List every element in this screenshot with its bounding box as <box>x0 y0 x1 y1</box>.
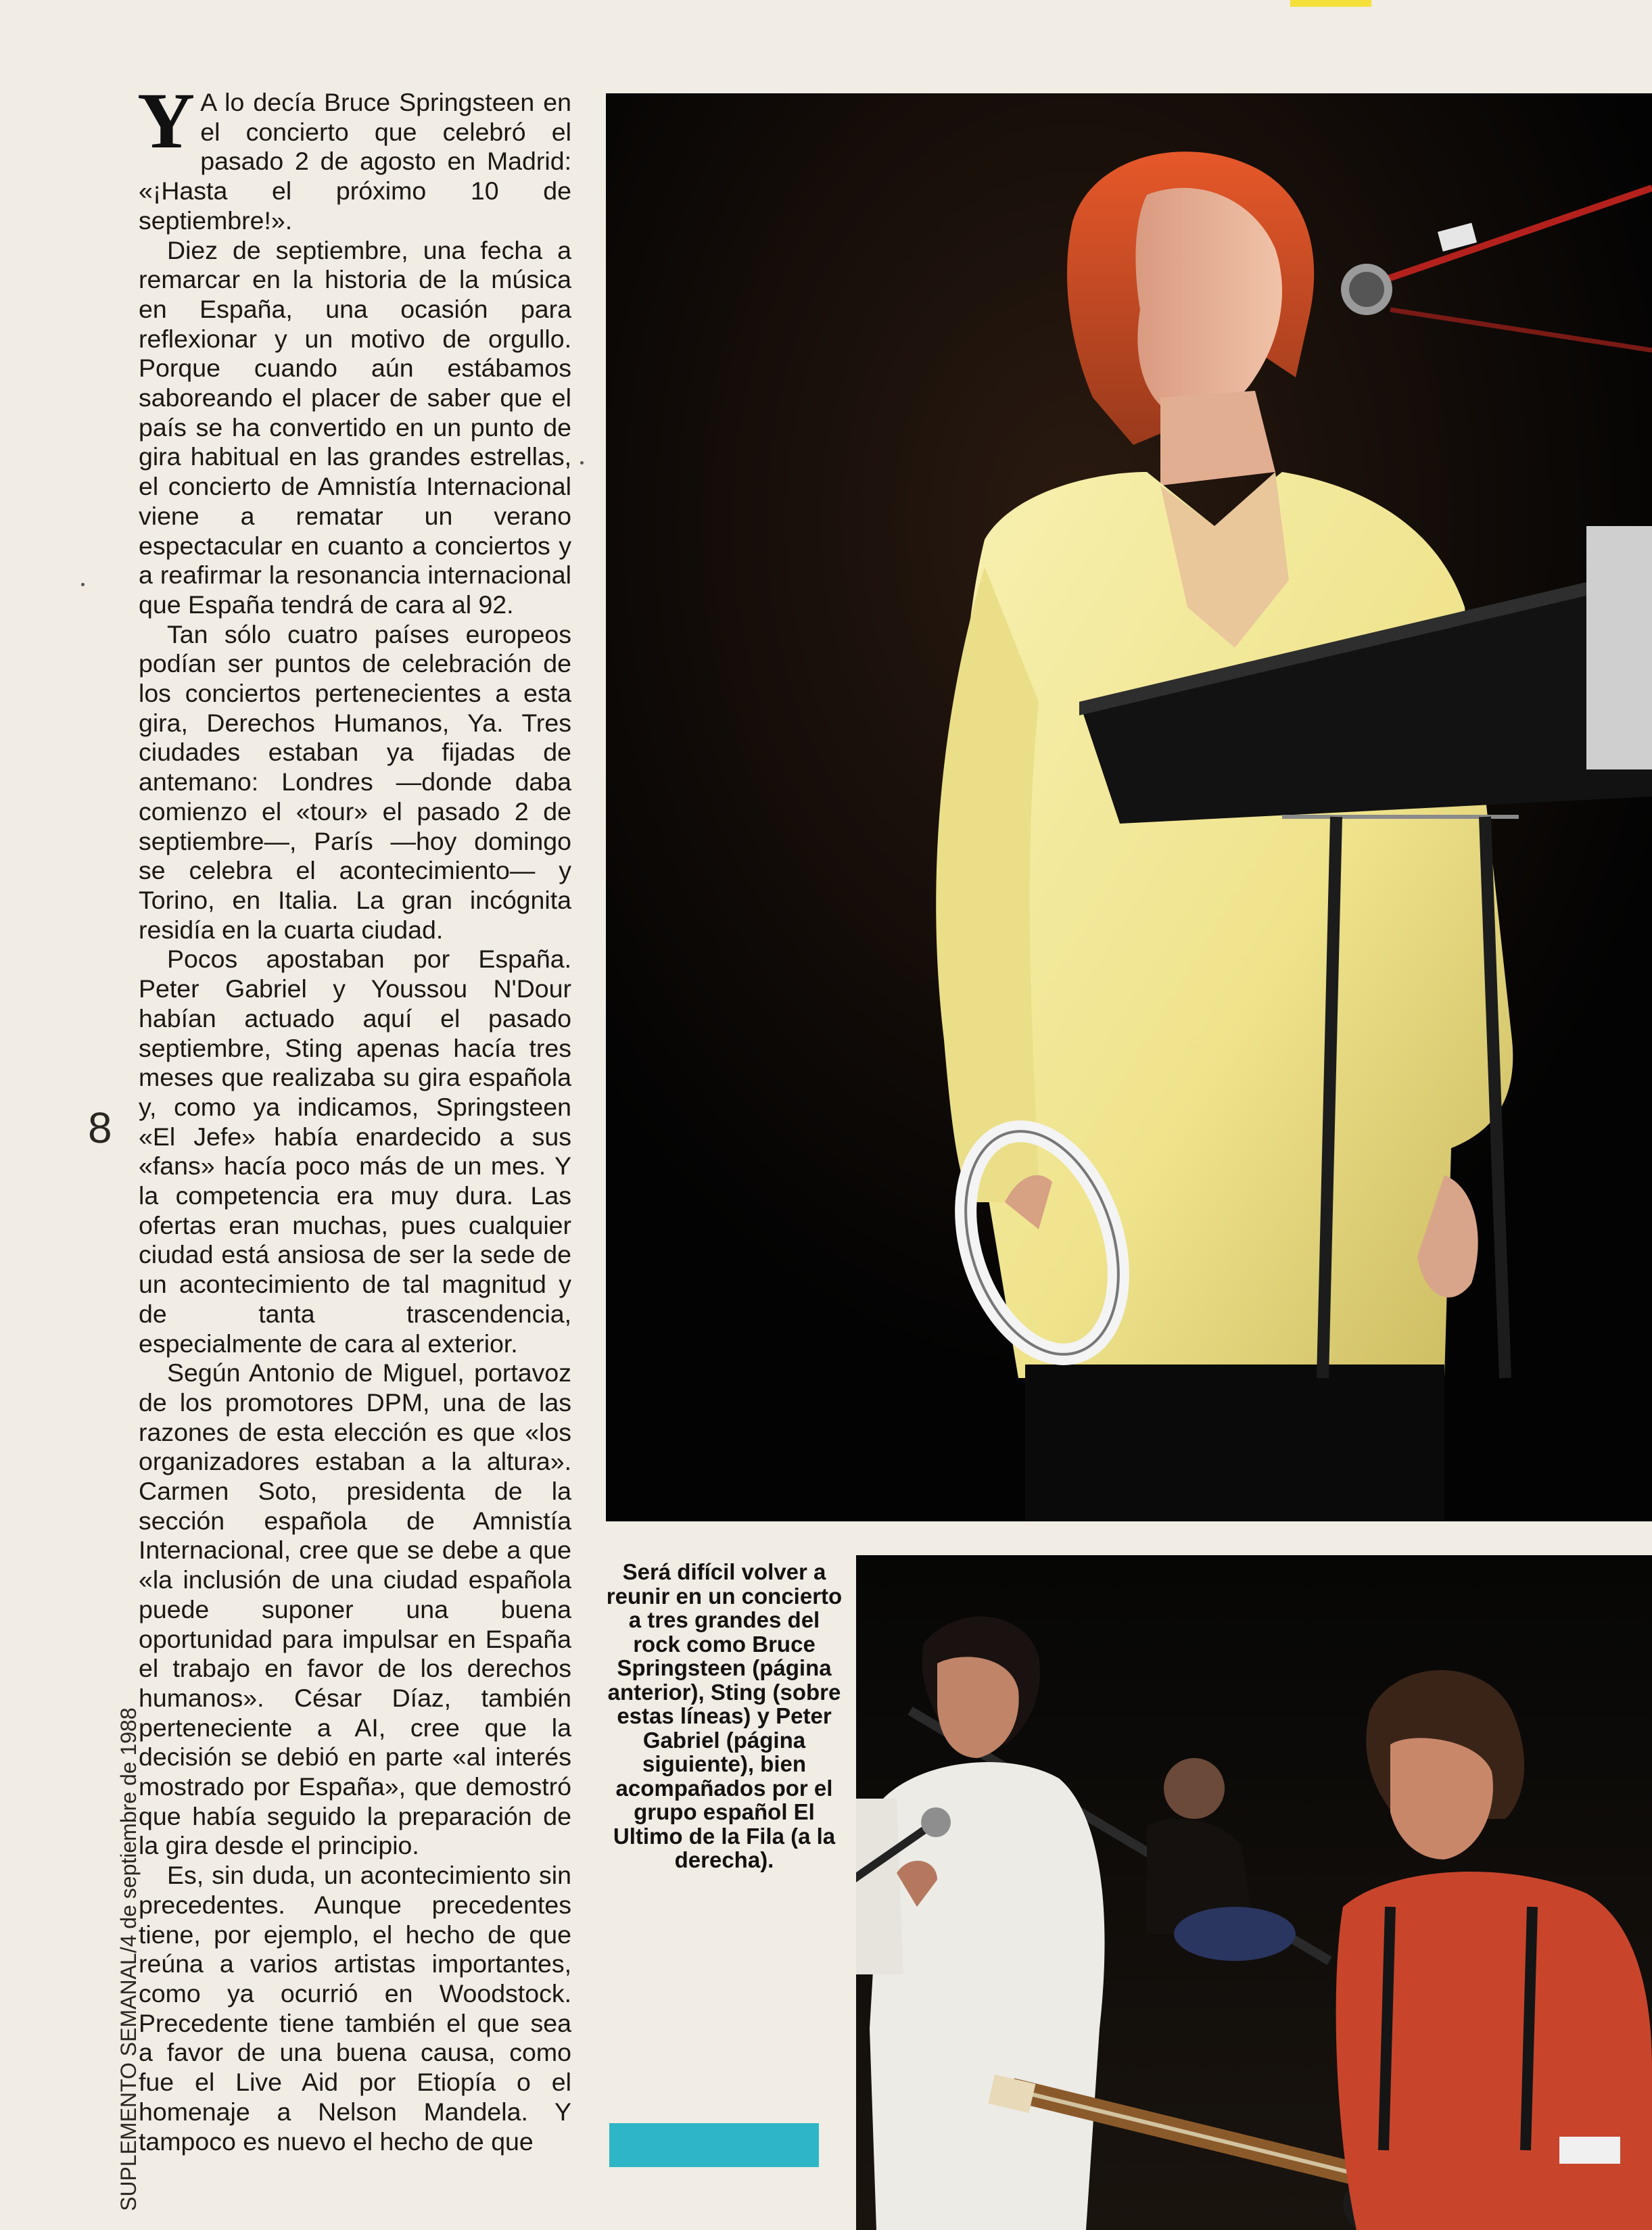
yellow-corner-tab <box>1290 0 1371 7</box>
print-dot <box>580 461 584 465</box>
photo-caption: Será difícil volver a reunir en un concierto a tres grandes del rock como Bruce Springsteen (página anterior), Sting (sobre estas líneas) y Peter Gabriel (página siguiente), bien acompañados por el grupo español El Ultimo de la Fila (a la derecha). <box>606 1559 843 1872</box>
article-paragraph: Pocos apostaban por España. Peter Gabriel y Youssou N'Dour habían actuado aquí el pasado septiembre, Sting apenas hacía tres meses que realizaba su gira española y, como ya indicamos, Springsteen «El Jefe» había enardecido a sus «fans» hacía poco más de un mes. Y la competencia era muy dura. Las ofertas eran muchas, pues cualquier ciudad está ansiosa de ser la sede de un acontecimiento de tal magnitud y de tanta trascendencia, especialmente de cara al exterior. <box>139 945 571 1358</box>
page-number: 8 <box>88 1104 112 1152</box>
caption-accent-bar <box>609 2123 819 2167</box>
print-dot <box>81 583 85 586</box>
photo-sting-concert <box>606 93 1652 1521</box>
article-paragraph: Es, sin duda, un acontecimiento sin precedentes. Aunque precedentes tiene, por ejemplo, el hecho de que reúna a varios artistas importantes, como ya ocurrió en Woodstock. Precedente tiene también el que sea a favor de una buena causa, como fue el Live Aid por Etiopía o el homenaje a Nelson Mandela. Y tampoco es nuevo el hecho de que <box>139 1861 571 2156</box>
drop-cap: Y <box>137 76 195 165</box>
photo-el-ultimo-de-la-fila <box>856 1555 1652 2230</box>
page-footer: SUPLEMENTO SEMANAL/4 de septiembre de 1988 <box>116 1707 141 2211</box>
article-paragraph: Y A lo decía Bruce Springsteen en el concierto que celebró el pasado 2 de agosto en Madrid: «¡Hasta el próximo 10 de septiembre!». <box>137 76 571 235</box>
article-paragraph: Diez de septiembre, una fecha a remarcar en la historia de la música en España, una ocasión para reflexionar y un motivo de orgullo. Porque cuando aún estábamos saboreando el placer de saber que el país se ha convertido en un punto de gira habitual en las grandes estrellas, el concierto de Amnistía Internacional viene a rematar un verano espectacular en cuanto a conciertos y a reafirmar la resonancia internacional que España tendrá de cara al 92. <box>139 235 571 619</box>
article-paragraph: Tan sólo cuatro países europeos podían ser puntos de celebración de los conciertos pertenecientes a esta gira, Derechos Humanos, Ya. Tres ciudades estaban ya fijadas de antemano: Londres —donde daba comienzo el «tour» el pasado 2 de septiembre—, París —hoy domingo se celebra el acontecimiento— y Torino, en Italia. La gran incógnita residía en la cuarta ciudad. <box>139 619 571 944</box>
article-paragraph: Según Antonio de Miguel, portavoz de los promotores DPM, una de las razones de esta elección es que «los organizadores estaban a la altura». Carmen Soto, presidenta de la sección española de Amnistía Internacional, cree que se debe a que «la inclusión de una ciudad española puede suponer una buena oportunidad para impulsar en España el trabajo en favor de los derechos humanos». César Díaz, también perteneciente a AI, cree que la decisión se debió en parte «al interés mostrado por España», que demostró que había seguido la preparación de la gira desde el principio. <box>139 1358 571 1860</box>
article-body <box>137 76 571 2156</box>
